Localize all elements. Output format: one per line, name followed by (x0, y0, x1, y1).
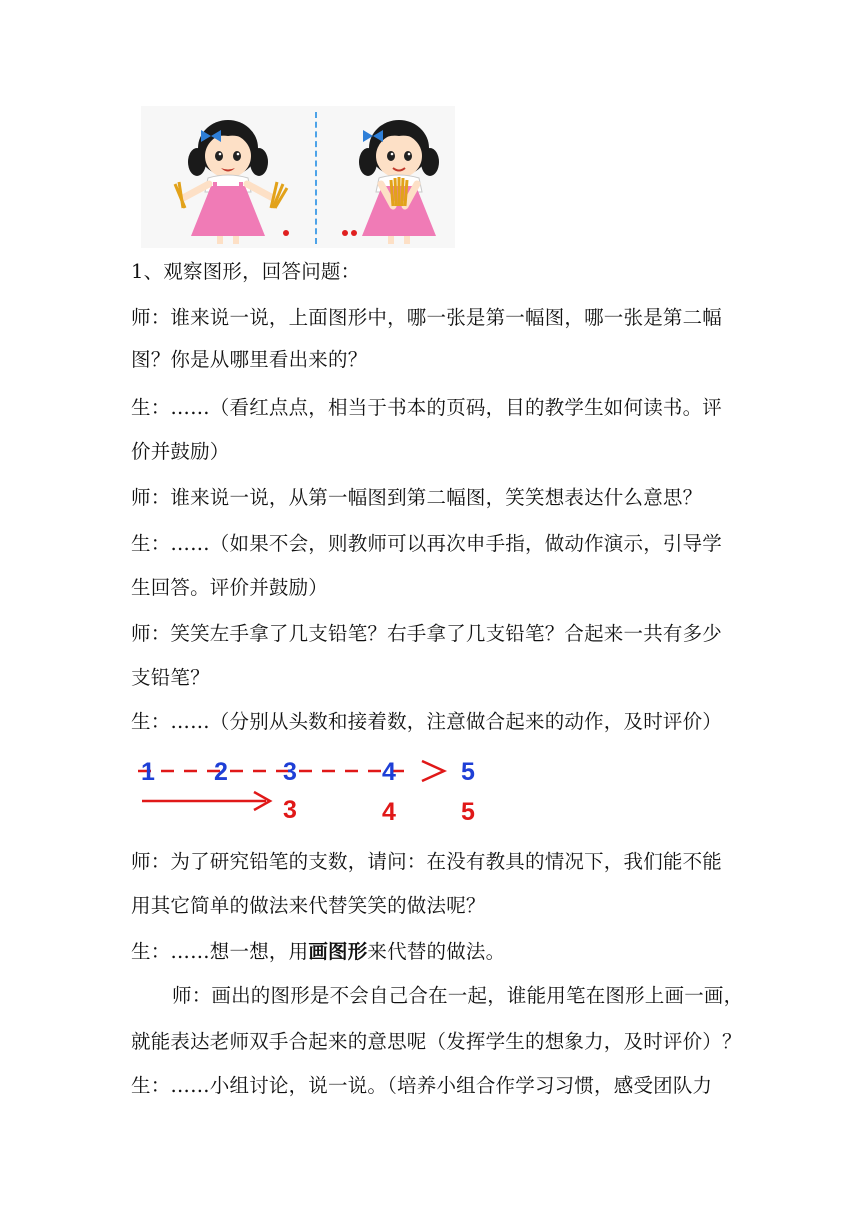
paragraph-line: 就能表达老师双手合起来的意思呢（发挥学生的想象力，及时评价）？ (131, 1030, 742, 1053)
count-number: 4 (382, 798, 396, 826)
count-number: 5 (461, 758, 475, 786)
paragraph-line: 支铅笔？ (131, 666, 210, 689)
paragraph-line: 生：……（看红点点，相当于书本的页码，目的教学生如何读书。评 (131, 396, 723, 419)
text-run: 来代替的做法。 (367, 940, 506, 963)
count-number: 3 (283, 758, 297, 786)
illustration-panel (141, 106, 455, 248)
count-number: 3 (283, 796, 297, 824)
paragraph-line: 师：笑笑左手拿了几支铅笔？右手拿了几支铅笔？合起来一共有多少 (131, 622, 723, 645)
text-run: 生：……想一想，用 (131, 940, 309, 963)
paragraph-line: 价并鼓励） (131, 440, 230, 463)
paragraph-line: 生：……（分别从头数和接着数，注意做合起来的动作，及时评价） (131, 710, 723, 733)
page-marker-dot (283, 230, 289, 236)
count-number: 2 (214, 758, 228, 786)
girl-holding-pencils-apart-image (161, 110, 295, 244)
question-heading: 1、观察图形，回答问题： (131, 260, 361, 283)
counting-diagram (130, 752, 500, 828)
paragraph-line (131, 938, 731, 966)
paragraph-line: 图？你是从哪里看出来的？ (131, 348, 368, 371)
counting-arrows (130, 752, 500, 828)
page-marker-dot (342, 230, 348, 236)
count-number: 4 (382, 758, 396, 786)
paragraph-line: 生回答。评价并鼓励） (131, 576, 329, 599)
count-number: 1 (141, 758, 155, 786)
paragraph-line: 用其它简单的做法来代替笑笑的做法呢？ (131, 894, 486, 917)
bold-term: 画图形 (308, 940, 368, 963)
paragraph-line: 生：……（如果不会，则教师可以再次申手指，做动作演示，引导学 (131, 532, 723, 555)
paragraph-line: 师：为了研究铅笔的支数，请问：在没有教具的情况下，我们能不能 (131, 850, 723, 873)
girl-holding-pencils-together-image (337, 110, 471, 244)
paragraph-line: 生：……小组讨论，说一说。（培养小组合作学习习惯，感受团队力 (131, 1074, 713, 1097)
paragraph-line: 师：谁来说一说，从第一幅图到第二幅图，笑笑想表达什么意思？ (131, 486, 703, 509)
page-marker-dot (351, 230, 357, 236)
count-number: 5 (461, 798, 475, 826)
paragraph-line: 师：谁来说一说，上面图形中，哪一张是第一幅图，哪一张是第二幅 (131, 306, 723, 329)
paragraph-line: 师：画出的图形是不会自己合在一起，谁能用笔在图形上画一画， (172, 984, 744, 1007)
dashed-divider (315, 112, 317, 244)
